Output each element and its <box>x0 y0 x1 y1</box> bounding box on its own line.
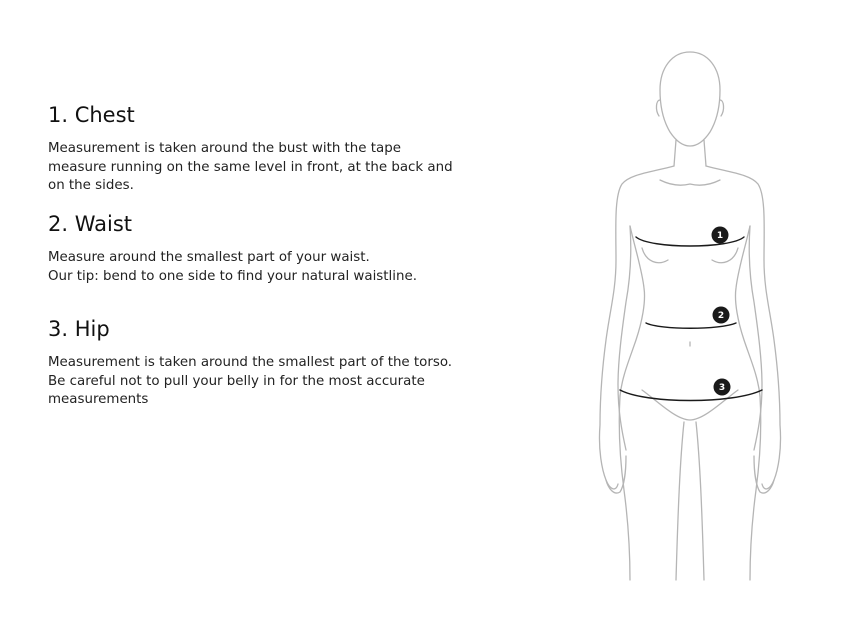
bust-outline <box>642 248 738 263</box>
waist-description <box>48 249 518 286</box>
hip-description-line-2: Be careful not to pull your belly in for the most accurate <box>48 373 425 389</box>
chest-description-line-3: on the sides. <box>48 178 134 193</box>
hip-description <box>48 354 518 410</box>
waist-description-line-1: Measure around the smallest part of your waist. <box>48 250 370 265</box>
chest-description-line-2: measure running on the same level in front, at the back and <box>48 159 453 175</box>
hip-badge <box>714 379 731 396</box>
neck-outline-right <box>704 140 706 166</box>
body-outline-illustration <box>560 40 820 590</box>
chest-description-line-1: Measurement is taken around the bust with the tape <box>48 141 401 156</box>
waist-badge-number: 2 <box>717 311 725 321</box>
head-outline <box>660 52 720 146</box>
hip-section <box>48 316 518 410</box>
chest-description <box>48 140 518 196</box>
chest-badge <box>712 227 729 244</box>
body-outline <box>599 52 780 580</box>
hip-heading: 3. Hip <box>48 317 110 341</box>
chest-badge-number: 1 <box>716 231 724 241</box>
collarbone-outline <box>660 180 720 185</box>
waist-section <box>48 211 518 286</box>
left-ear-outline <box>656 100 660 116</box>
hip-description-line-3: measurements <box>48 392 149 407</box>
waist-badge <box>713 307 730 324</box>
hip-measure-line <box>620 390 762 401</box>
waist-description-line-2: Our tip: bend to one side to find your natural waistline. <box>48 268 417 284</box>
waist-measure-line <box>646 323 736 328</box>
torso-right-outline <box>735 226 760 396</box>
hip-description-line-1: Measurement is taken around the smallest part of the torso. <box>48 355 453 370</box>
body-measurement-figure <box>560 40 820 590</box>
inner-leg-outline <box>676 422 704 580</box>
torso-left-outline <box>620 226 645 396</box>
waist-heading: 2. Waist <box>48 212 133 236</box>
right-ear-outline <box>720 100 724 116</box>
chest-heading: 1. Chest <box>48 103 135 127</box>
neck-outline <box>674 140 676 166</box>
chest-section <box>48 102 518 196</box>
hip-badge-number: 3 <box>718 383 726 393</box>
